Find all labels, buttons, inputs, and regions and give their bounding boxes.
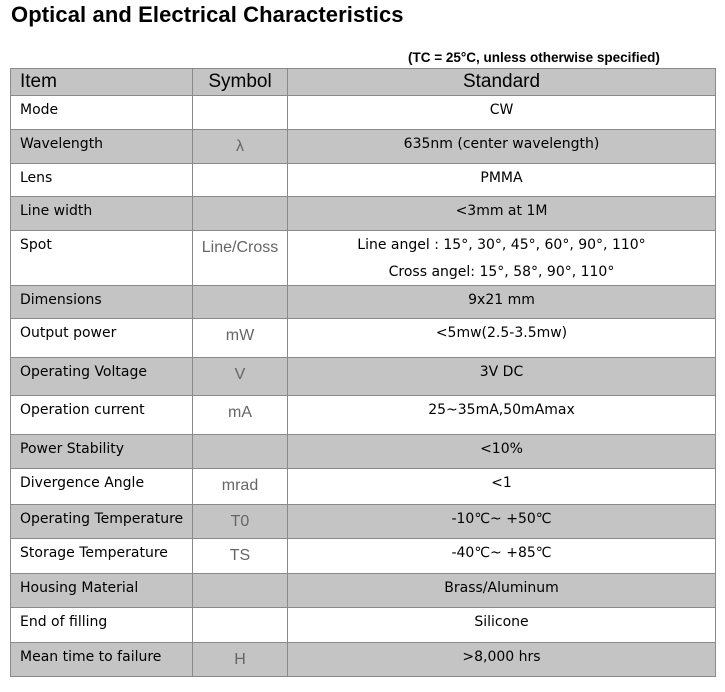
item-cell — [11, 358, 193, 396]
symbol-cell — [193, 469, 288, 505]
table-row — [11, 435, 716, 469]
item-cell — [11, 608, 193, 643]
symbol-cell — [193, 319, 288, 358]
standard-cell — [288, 608, 716, 643]
symbol-cell — [193, 643, 288, 677]
table-row — [11, 164, 716, 197]
symbol-label: λ — [236, 138, 244, 155]
symbol-label: T0 — [230, 513, 250, 530]
page-title: Optical and Electrical Characteristics — [11, 2, 404, 27]
standard-cell — [288, 396, 716, 435]
standard-value: CW — [489, 102, 514, 118]
standard-cell — [288, 319, 716, 358]
symbol-cell — [193, 574, 288, 608]
standard-cell — [288, 96, 716, 130]
item-cell — [11, 396, 193, 435]
item-label: Housing Material — [20, 580, 139, 596]
item-label: Dimensions — [20, 292, 102, 308]
table-row — [11, 286, 716, 319]
standard-value: Silicone — [474, 614, 529, 630]
table-row — [11, 358, 716, 396]
standard-cell — [288, 231, 716, 286]
standard-value: 25~35mA,50mAmax — [428, 402, 575, 418]
characteristics-table — [10, 68, 716, 677]
standard-cell — [288, 643, 716, 677]
symbol-cell — [193, 164, 288, 197]
column-header-standard: Standard — [288, 69, 716, 96]
standard-cell — [288, 130, 716, 164]
symbol-cell — [193, 130, 288, 164]
symbol-label: mrad — [221, 477, 259, 494]
standard-cell — [288, 539, 716, 574]
item-label: Spot — [20, 237, 52, 253]
item-label: Operating Voltage — [20, 364, 147, 380]
standard-cell — [288, 435, 716, 469]
standard-cell — [288, 286, 716, 319]
standard-cell — [288, 164, 716, 197]
standard-value: <5mw(2.5-3.5mw) — [435, 325, 568, 341]
standard-cell — [288, 505, 716, 539]
standard-value: 635nm (center wavelength) — [403, 136, 600, 152]
column-header-symbol: Symbol — [193, 69, 288, 96]
symbol-cell — [193, 197, 288, 231]
standard-value-secondary: Cross angel: 15°, 58°, 90°, 110° — [388, 264, 615, 280]
item-cell — [11, 643, 193, 677]
item-label: Line width — [20, 203, 93, 219]
item-cell — [11, 286, 193, 319]
item-label: Output power — [20, 325, 117, 341]
table-row — [11, 231, 716, 286]
item-cell — [11, 505, 193, 539]
standard-cell — [288, 469, 716, 505]
table-header-row — [11, 69, 716, 96]
standard-value: PMMA — [480, 170, 523, 186]
item-cell — [11, 435, 193, 469]
item-cell — [11, 539, 193, 574]
symbol-label: Line/Cross — [201, 239, 279, 256]
item-label: Divergence Angle — [20, 475, 145, 491]
standard-value: Brass/Aluminum — [444, 580, 559, 596]
test-condition-note: (TC = 25°C, unless otherwise specified) — [408, 50, 660, 65]
standard-value: <3mm at 1M — [455, 203, 548, 219]
symbol-label: V — [234, 366, 246, 383]
item-label: Storage Temperature — [20, 545, 168, 561]
table-row — [11, 505, 716, 539]
symbol-cell — [193, 286, 288, 319]
symbol-label: TS — [229, 547, 251, 564]
table-row — [11, 643, 716, 677]
symbol-label — [193, 574, 287, 582]
table-row — [11, 96, 716, 130]
table-row — [11, 469, 716, 505]
symbol-cell — [193, 96, 288, 130]
item-cell — [11, 96, 193, 130]
standard-value: <10% — [480, 441, 523, 457]
standard-value: <1 — [491, 475, 512, 491]
symbol-cell — [193, 608, 288, 643]
column-header-item: Item — [11, 69, 193, 96]
item-label: Operation current — [20, 402, 145, 418]
standard-value: -10℃~ +50℃ — [451, 511, 552, 527]
item-label: Power Stability — [20, 441, 125, 457]
item-cell — [11, 319, 193, 358]
standard-value: Line angel : 15°, 30°, 45°, 60°, 90°, 110° — [357, 237, 646, 253]
symbol-label — [193, 197, 287, 205]
table-row — [11, 396, 716, 435]
symbol-label — [193, 286, 287, 294]
symbol-cell — [193, 396, 288, 435]
item-cell — [11, 164, 193, 197]
item-label: Operating Temperature — [20, 511, 184, 527]
item-label: Mode — [20, 102, 59, 118]
item-label: Lens — [20, 170, 53, 186]
table-row — [11, 319, 716, 358]
symbol-cell — [193, 539, 288, 574]
symbol-cell — [193, 358, 288, 396]
item-label: End of filling — [20, 614, 108, 630]
table-row — [11, 608, 716, 643]
standard-value: 3V DC — [479, 364, 524, 380]
symbol-label: mW — [225, 327, 255, 344]
symbol-label — [193, 96, 287, 104]
standard-cell — [288, 574, 716, 608]
symbol-cell — [193, 435, 288, 469]
standard-value: >8,000 hrs — [462, 649, 541, 665]
standard-value: -40℃~ +85℃ — [451, 545, 552, 561]
standard-cell — [288, 358, 716, 396]
symbol-cell — [193, 231, 288, 286]
item-cell — [11, 231, 193, 286]
standard-cell — [288, 197, 716, 231]
table-row — [11, 130, 716, 164]
symbol-cell — [193, 505, 288, 539]
item-cell — [11, 197, 193, 231]
item-label: Mean time to failure — [20, 649, 162, 665]
symbol-label — [193, 608, 287, 616]
table-row — [11, 539, 716, 574]
item-cell — [11, 130, 193, 164]
item-cell — [11, 574, 193, 608]
item-label: Wavelength — [20, 136, 104, 152]
standard-value: 9x21 mm — [468, 292, 535, 308]
symbol-label — [193, 435, 287, 443]
symbol-label — [193, 164, 287, 172]
table-row — [11, 574, 716, 608]
symbol-label: mA — [228, 404, 252, 421]
symbol-label: H — [234, 651, 246, 668]
table-row — [11, 197, 716, 231]
item-cell — [11, 469, 193, 505]
